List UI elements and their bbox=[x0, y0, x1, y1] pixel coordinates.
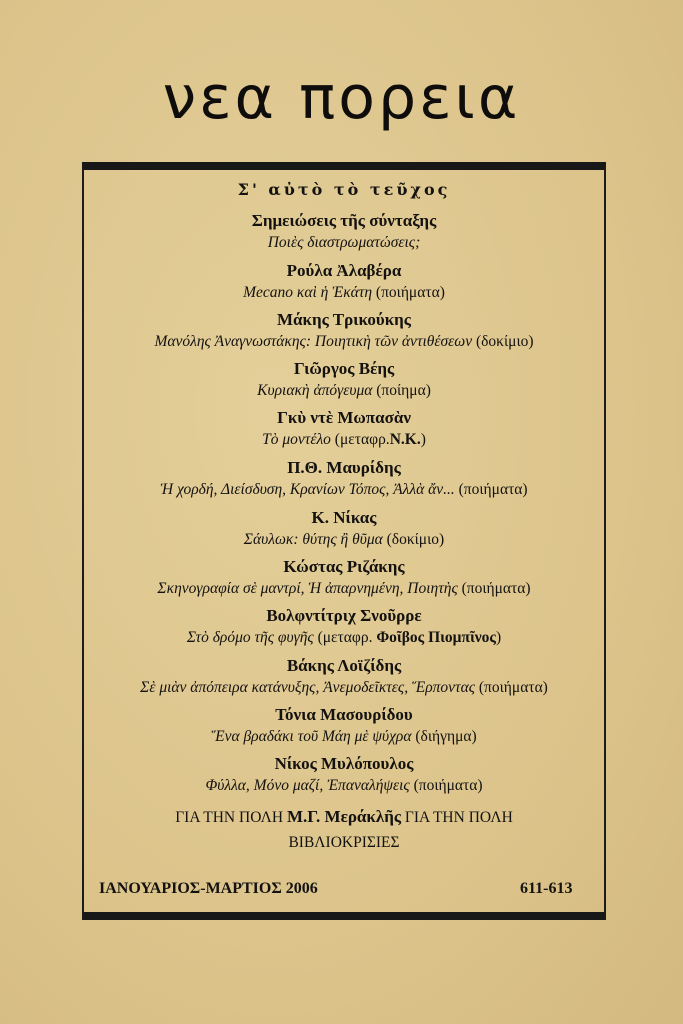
toc-entry bbox=[82, 655, 606, 699]
entry-title: Τὸ μοντέλο bbox=[262, 431, 331, 448]
entry-author: Μάκης Τρικούκης bbox=[277, 310, 411, 329]
entry-author: Γκὺ ντὲ Μωπασὰν bbox=[277, 408, 411, 427]
entry-translator: Ν.Κ. bbox=[389, 431, 421, 448]
contents-heading: Σ' αὐτὸ τὸ τεῦχος bbox=[237, 180, 451, 199]
entry-closing: ) bbox=[495, 629, 502, 646]
entry-genre: (ποιήματα) bbox=[458, 481, 528, 498]
entry-work bbox=[82, 578, 606, 600]
entry-translator: Φοῖβος Πιομπῖνος bbox=[376, 629, 496, 646]
book-reviews: ΒΙΒΛΙΟΚΡΙΣΙΕΣ bbox=[288, 834, 400, 851]
toc-entry bbox=[82, 753, 606, 797]
entry-genre: (μεταφρ. bbox=[317, 629, 373, 646]
entry-author: Βάκης Λοϊζίδης bbox=[286, 656, 402, 675]
entry-title: Ποιὲς διαστρωματώσεις; bbox=[267, 234, 421, 251]
entry-title: Μανόλης Ἀναγνωστάκης: Ποιητικὴ τῶν ἀντιθέσεων bbox=[154, 333, 473, 350]
toc-entry bbox=[82, 457, 606, 501]
entry-work bbox=[82, 232, 606, 254]
journal-title: νεα πορεια bbox=[162, 63, 521, 133]
entry-closing: ) bbox=[420, 431, 426, 448]
entry-genre: (μεταφρ. bbox=[334, 431, 390, 448]
city-column-left: ΓΙΑ ΤΗΝ ΠΟΛΗ bbox=[175, 809, 284, 826]
toc-entry bbox=[82, 260, 606, 304]
entry-work bbox=[82, 380, 606, 402]
entry-work bbox=[82, 677, 606, 699]
entry-work bbox=[82, 282, 606, 304]
entry-genre: (ποίημα) bbox=[376, 382, 431, 399]
city-column-right: ΓΙΑ ΤΗΝ ΠΟΛΗ bbox=[404, 809, 513, 826]
entry-author: Σημειώσεις τῆς σύνταξης bbox=[251, 211, 437, 230]
entry-author: Νίκος Μυλόπουλος bbox=[274, 754, 414, 773]
toc-entry bbox=[82, 605, 606, 649]
entry-author: Τόνια Μασουρίδου bbox=[275, 705, 413, 724]
entry-work bbox=[82, 331, 606, 353]
toc-entry bbox=[82, 407, 606, 451]
toc-entry bbox=[82, 309, 606, 353]
entry-work bbox=[82, 627, 606, 649]
entry-title: Ἡ χορδή, Διείσδυση, Κρανίων Τόπος, Ἀλλὰ ἄν... bbox=[160, 481, 455, 498]
entry-genre: (δοκίμιο) bbox=[475, 333, 534, 350]
entry-genre: (διήγημα) bbox=[415, 728, 477, 745]
entry-work bbox=[82, 726, 606, 748]
entry-genre: (ποιήματα) bbox=[461, 580, 531, 597]
entry-genre: (δοκίμιο) bbox=[386, 531, 445, 548]
entry-author: Γιῶργος Βέης bbox=[293, 359, 395, 378]
entry-work bbox=[82, 775, 606, 797]
entry-genre: (ποιήματα) bbox=[375, 284, 445, 301]
entry-author: Ρούλα Ἀλαβέρα bbox=[286, 261, 402, 280]
city-column-author: Μ.Γ. Μεράκλῆς bbox=[286, 807, 402, 826]
entry-genre: (ποιήματα) bbox=[478, 679, 548, 696]
issue-date: ΙΑΝΟΥΑΡΙΟΣ-ΜΑΡΤΙΟΣ 2006 bbox=[99, 880, 318, 897]
entry-title: Φύλλα, Μόνο μαζί, Ἐπαναλήψεις bbox=[205, 777, 410, 794]
city-column-line bbox=[82, 807, 606, 827]
toc-entry bbox=[82, 210, 606, 254]
entry-work bbox=[82, 429, 606, 451]
toc-entry bbox=[82, 556, 606, 600]
toc-entry bbox=[82, 704, 606, 748]
entry-title: Σὲ μιὰν ἀπόπειρα κατάνυξης, Ἀνεμοδεῖκτες, Ἕρποντας bbox=[140, 679, 476, 696]
entry-title: Στὸ δρόμο τῆς φυγῆς bbox=[186, 629, 314, 646]
entry-title: Κυριακὴ ἀπόγευμα bbox=[257, 382, 373, 399]
toc-entry bbox=[82, 507, 606, 551]
entry-author: Βολφντίτριχ Σνοῦρρε bbox=[266, 606, 422, 625]
entry-work bbox=[82, 529, 606, 551]
entry-title: Mecano καὶ ἡ Ἑκάτη bbox=[243, 284, 373, 301]
entry-title: Ἕνα βραδάκι τοῦ Μάη μὲ ψύχρα bbox=[211, 728, 412, 745]
entry-author: Π.Θ. Μαυρίδης bbox=[287, 458, 401, 477]
entry-work bbox=[82, 479, 606, 501]
entry-title: Σκηνογραφία σὲ μαντρί, Ἡ ἀπαρνημένη, Ποιητὴς bbox=[157, 580, 458, 597]
issue-number: 611-613 bbox=[520, 880, 573, 897]
entry-genre: (ποιήματα) bbox=[413, 777, 483, 794]
entry-title: Σάυλωκ: θύτης ἢ θῦμα bbox=[243, 531, 383, 548]
entry-author: Κώστας Ριζάκης bbox=[283, 557, 405, 576]
toc-entry bbox=[82, 358, 606, 402]
entry-author: Κ. Νίκας bbox=[311, 508, 377, 527]
